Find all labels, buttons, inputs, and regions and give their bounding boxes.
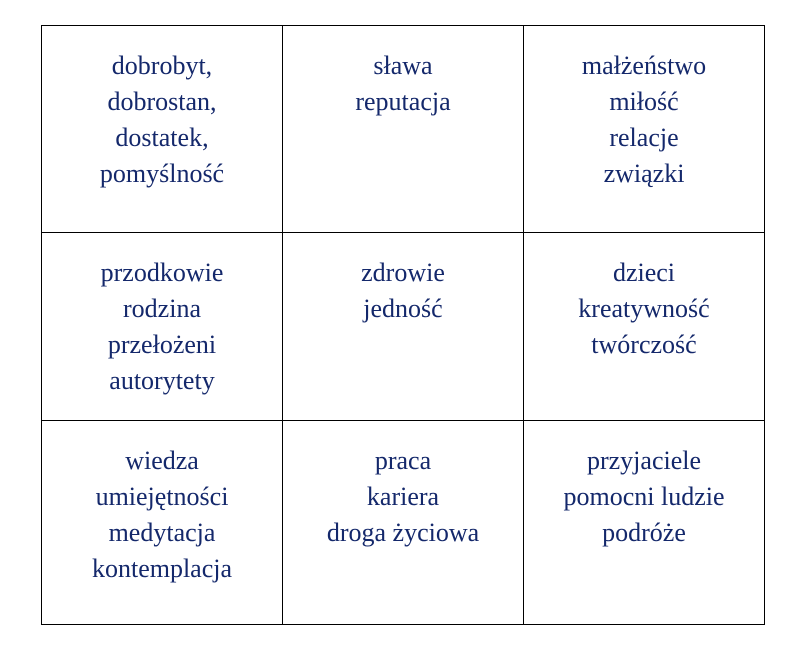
- cell-relationships: [524, 26, 765, 233]
- cell-line: podróże: [602, 518, 686, 547]
- cell-line: przodkowie: [100, 258, 224, 287]
- cell-line: kreatywność: [578, 294, 710, 323]
- grid-row-1: [42, 26, 765, 233]
- cell-text: [524, 421, 764, 551]
- cell-line: przyjaciele: [586, 446, 702, 475]
- cell-line: reputacja: [355, 87, 451, 116]
- cell-line: przełożeni: [107, 330, 217, 359]
- cell-line: droga życiowa: [326, 518, 480, 547]
- cell-line: małżeństwo: [581, 51, 707, 80]
- cell-text: [42, 26, 282, 192]
- cell-line: umiejętności: [95, 482, 229, 511]
- cell-text: [524, 233, 764, 363]
- cell-wealth: [42, 26, 283, 233]
- cell-text: [524, 26, 764, 192]
- cell-health: [283, 233, 524, 421]
- cell-knowledge: [42, 421, 283, 625]
- cell-children: [524, 233, 765, 421]
- bagua-grid: [41, 25, 765, 625]
- cell-text: [283, 421, 523, 551]
- cell-line: pomocni ludzie: [563, 482, 725, 511]
- cell-line: jedność: [363, 294, 443, 323]
- cell-line: relacje: [609, 123, 679, 152]
- cell-text: [42, 421, 282, 587]
- cell-line: związki: [603, 159, 685, 188]
- cell-line: medytacja: [108, 518, 216, 547]
- cell-line: dobrobyt,: [111, 51, 213, 80]
- cell-line: zdrowie: [361, 258, 445, 287]
- cell-line: rodzina: [123, 294, 201, 323]
- cell-line: dobrostan,: [107, 87, 217, 116]
- cell-text: [283, 26, 523, 120]
- grid-row-2: [42, 233, 765, 421]
- cell-line: dzieci: [612, 258, 676, 287]
- cell-family: [42, 233, 283, 421]
- cell-helpful-people: [524, 421, 765, 625]
- cell-text: [283, 233, 523, 327]
- cell-line: dostatek,: [115, 123, 209, 152]
- cell-line: miłość: [609, 87, 679, 116]
- cell-line: wiedza: [125, 446, 199, 475]
- cell-line: autorytety: [109, 366, 215, 395]
- cell-text: [42, 233, 282, 399]
- cell-line: twórczość: [591, 330, 697, 359]
- cell-line: kontemplacja: [91, 554, 233, 583]
- cell-line: praca: [374, 446, 432, 475]
- cell-line: kariera: [366, 482, 440, 511]
- cell-line: pomyślność: [99, 159, 225, 188]
- grid-row-3: [42, 421, 765, 625]
- cell-career: [283, 421, 524, 625]
- cell-fame: [283, 26, 524, 233]
- cell-line: sława: [373, 51, 433, 80]
